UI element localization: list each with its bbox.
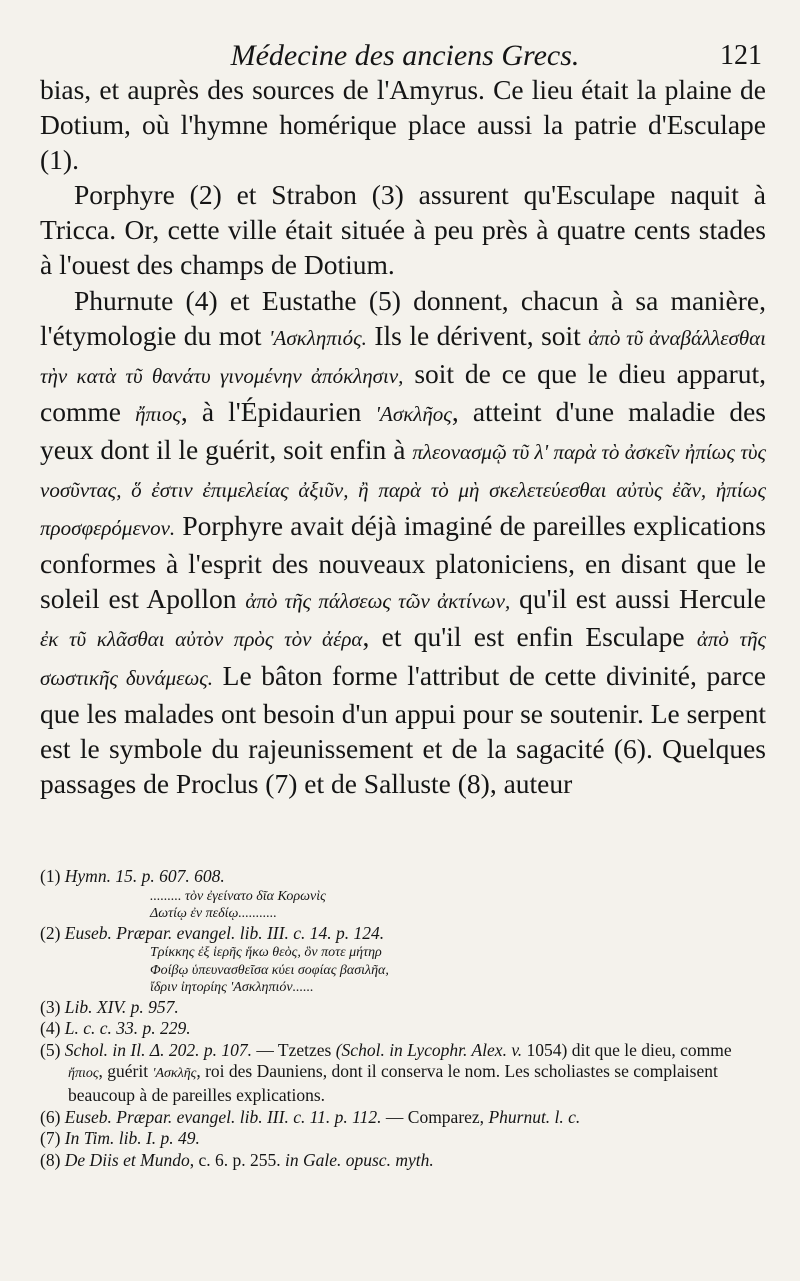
footnote-6-number: (6) [40, 1106, 61, 1127]
body-text [40, 72, 766, 801]
page-number: 121 [720, 40, 762, 71]
footnote-6-text-1: — Comparez, [381, 1106, 489, 1127]
footnote-2-reference: Euseb. Præpar. evangel. lib. III. c. 14. p. 124. [64, 922, 385, 943]
footnote-6 [40, 1107, 770, 1129]
paragraph-3-text-7: qu'il est aussi Hercule [510, 583, 767, 615]
page-header [40, 36, 770, 76]
paragraph-3-text-1: Phurnute (4) et Eustathe (5) donnent, chacun à sa manière, l'étymologie du mot [40, 284, 766, 351]
paragraph-2-text: Porphyre (2) et Strabon (3) assurent qu'Esculape naquit à Tricca. Or, cette ville était située à peu près à quatre cents stades à l'ouest des champs de Dotium. [40, 179, 766, 281]
footnote-4-reference: L. c. c. 33. p. 229. [64, 1018, 191, 1039]
footnote-1-number: (1) [40, 866, 61, 886]
footnote-6-reference-2: Phurnut. l. c. [488, 1106, 581, 1127]
paragraph-2 [40, 177, 766, 282]
paragraph-3-text-5: , atteint d'une maladie des yeux dont il le guérit, soit enfin à [40, 395, 766, 465]
footnote-8-reference-2: in Gale. opusc. myth. [284, 1149, 434, 1170]
footnotes [40, 866, 770, 1171]
footnote-2-verse-2: Φοίβῳ ὑπευνασθεῖσα κύει σοφίας βασιλῆα, [150, 962, 389, 978]
footnote-5-text-2: 1054) dit que le dieu, comme [522, 1039, 732, 1060]
running-title: Médecine des anciens Grecs. [230, 39, 580, 72]
footnote-8-text-1: , c. 6. p. 255. [189, 1149, 285, 1170]
footnote-5-greek-1: ἤπιος [68, 1066, 99, 1082]
paragraph-3-text-4: , à l'Épidaurien [180, 395, 376, 427]
footnote-8-number: (8) [40, 1149, 61, 1170]
footnote-2-number: (2) [40, 922, 61, 943]
greek-phrase-pleonasmo: πλεονασμῷ τῦ λ' παρὰ τὸ ἀσκεῖν ἠπίως τὺς νοσῦντας, ὅ ἐστιν ἐπιμελείας ἀξιῦν, ἢ παρὰ τὸ μὴ σκελετεύεσθαι αὐτὺς ἐᾶν, ἠπίως προσφερόμενον. [40, 439, 766, 541]
footnote-5-number: (5) [40, 1039, 61, 1060]
footnote-5-text-1: — Tzetzes [251, 1039, 336, 1060]
paragraph-3-text-2: Ils le dérivent, soit [366, 319, 589, 351]
footnote-7 [40, 1128, 770, 1150]
footnote-4 [40, 1018, 770, 1040]
greek-phrase-klasthai: ἐκ τῦ κλᾶσθαι αὐτὸν πρὸς τὸν ἀέρα [40, 627, 363, 652]
greek-phrase-palseos: ἀπὸ τῆς πάλσεως τῶν ἀκτίνων, [245, 589, 511, 614]
footnote-5-greek-2: 'Ασκλῆς [152, 1066, 197, 1082]
footnote-3 [40, 997, 770, 1019]
footnote-1-reference: Hymn. 15. p. 607. 608. [64, 866, 225, 886]
footnote-7-number: (7) [40, 1128, 61, 1149]
footnote-8 [40, 1150, 770, 1172]
paragraph-3 [40, 283, 766, 801]
footnote-5-reference-2: (Schol. in Lycophr. Alex. v. [335, 1039, 523, 1060]
paragraph-3-text-8: , et qu'il est enfin Esculape [362, 621, 697, 653]
paragraph-1 [40, 72, 766, 177]
greek-word-asklos: 'Ασκλῆος [375, 401, 452, 426]
greek-word-asklepios: 'Ασκληπιός. [269, 325, 367, 350]
paragraph-3-text-9: Le bâton forme l'attribut de cette divinité, parce que les malades ont besoin d'un appui pour se soutenir. Le serpent est le symbole du rajeunissement et de la sagacité (6). Quelques passages de Proclus (7) et de Salluste (8), auteur [40, 659, 766, 799]
footnote-6-reference: Euseb. Præpar. evangel. lib. III. c. 11. p. 112. [64, 1106, 382, 1127]
footnote-4-number: (4) [40, 1018, 61, 1039]
footnote-7-reference: In Tim. lib. I. p. 49. [64, 1128, 200, 1149]
footnote-1 [40, 866, 770, 888]
footnote-5-reference: Schol. in Il. Δ. 202. p. 107. [64, 1039, 252, 1060]
footnote-2-verse-1: Τρίκκης ἐξ ἱερῆς ἥκω θεὸς, ὃν ποτε μήτηρ [150, 945, 382, 961]
footnote-1-verse-2: Δωτίῳ ἐν πεδίῳ........... [150, 906, 277, 922]
greek-phrase-anaballesthai: ἀπὸ τῦ ἀναβάλλεσθαι τὴν κατὰ τῦ θανάτυ γινομένην ἀπόκλησιν, [40, 325, 766, 388]
footnote-5-text-4: , roi des Dauniens, dont il conserva le nom. Les scholiastes se complaisent beaucoup à de pareilles explications. [68, 1061, 718, 1106]
paragraph-1-text: bias, et auprès des sources de l'Amyrus. Ce lieu était la plaine de Dotium, où l'hymne homérique place aussi la patrie d'Esculape (1). [40, 74, 766, 176]
footnote-5 [40, 1040, 770, 1107]
footnote-2 [40, 923, 770, 945]
footnote-5-text-3: , guérit [98, 1061, 153, 1082]
greek-word-epios: ἤπιος [135, 401, 181, 426]
footnote-8-reference: De Diis et Mundo [64, 1149, 190, 1170]
paragraph-3-text-3: soit de ce que le dieu apparut, comme [40, 357, 766, 427]
footnote-3-number: (3) [40, 996, 61, 1017]
greek-phrase-sostikes: ἀπὸ τῆς σωστικῆς δυνάμεως. [40, 627, 767, 690]
footnote-1-verse-1: ......... τὸν ἐγείνατο δῖα Κορωνὶς [150, 888, 326, 904]
footnote-3-reference: Lib. XIV. p. 957. [64, 996, 179, 1017]
footnote-2-verse-3: ἴδριν ἰητορίης 'Ασκληπιόν...... [150, 980, 314, 996]
paragraph-3-text-6: Porphyre avait déjà imaginé de pareilles explications conformes à l'esprit des nouveaux platoniciens, en disant que le soleil est Apollon [40, 510, 766, 615]
